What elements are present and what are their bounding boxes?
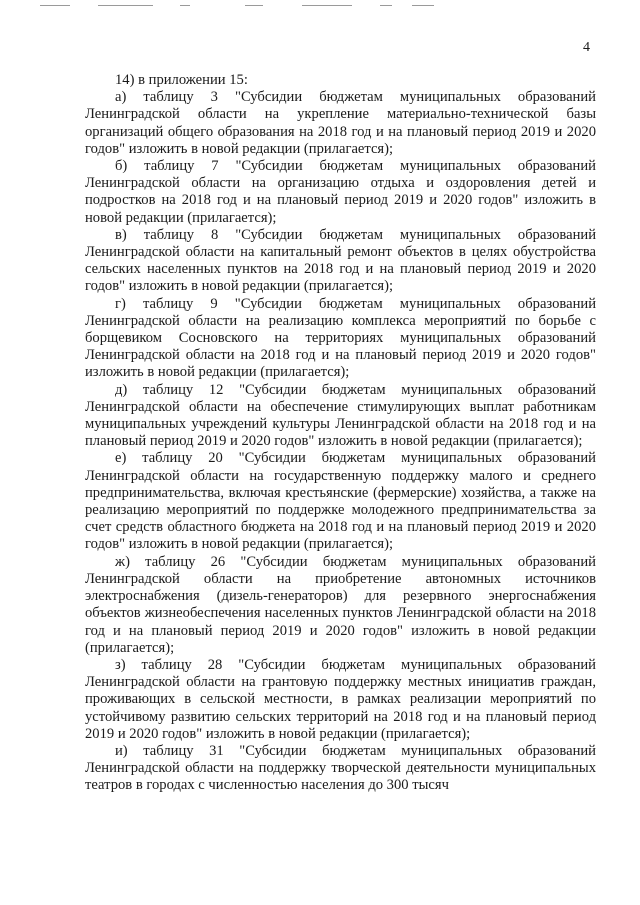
list-item-e: е) таблицу 20 "Субсидии бюджетам муниципальных образований Ленинградской области на государственную поддержку малого и среднего предпринимательства, включая крестьянские (фермерские) хозяйства, а также на реализацию мероприятий по поддержке молодежного предпринимательства за счет средств областного бюджета на 2018 год и на плановый период 2019 и 2020 годов" изложить в новой редакции (прилагается);	[85, 450, 596, 553]
section-heading: 14) в приложении 15:	[115, 72, 248, 88]
list-item-z: з) таблицу 28 "Субсидии бюджетам муниципальных образований Ленинградской области на грантовую поддержку местных инициатив граждан, проживающих в сельской местности, в рамках реализации мероприятий по устойчивому развитию сельских территорий на 2018 год и на плановый период 2019 и 2020 годов" изложить в новой редакции (прилагается);	[85, 656, 596, 742]
page-number: 4	[583, 40, 590, 55]
list-item-i: и) таблицу 31 "Субсидии бюджетам муниципальных образований Ленинградской области на поддержку творческой деятельности муниципальных театров в городах с численностью населения до 300 тысяч	[85, 742, 596, 794]
list-item-g: г) таблицу 9 "Субсидии бюджетам муниципальных образований Ленинградской области на реализацию комплекса мероприятий по борьбе с борщевиком Сосновского на территориях муниципальных образований Ленинградской области на 2018 год и на плановый период 2019 и 2020 годов" изложить в новой редакции (прилагается);	[85, 295, 596, 381]
list-item-v: в) таблицу 8 "Субсидии бюджетам муниципальных образований Ленинградской области на капитальный ремонт объектов в целях обустройства сельских населенных пунктов на 2018 год и на плановый период 2019 и 2020 годов" изложить в новой редакции (прилагается);	[85, 226, 596, 295]
list-item-d: д) таблицу 12 "Субсидии бюджетам муниципальных образований Ленинградской области на обеспечение стимулирующих выплат работникам муниципальных учреждений культуры Ленинградской области на 2018 год и на плановый период 2019 и 2020 годов" изложить в новой редакции (прилагается);	[85, 381, 596, 450]
scan-artifact-marks	[40, 3, 600, 9]
document-body	[85, 72, 596, 795]
list-item-zh: ж) таблицу 26 "Субсидии бюджетам муниципальных образований Ленинградской области на приобретение автономных источников электроснабжения (дизель-генераторов) для резервного энергоснабжения объектов жизнеобеспечения населенных пунктов Ленинградской области на 2018 год и на плановый период 2019 и 2020 годов" изложить в новой редакции (прилагается);	[85, 553, 596, 656]
list-item-a: а) таблицу 3 "Субсидии бюджетам муниципальных образований Ленинградской области на укрепление материально-технической базы организаций общего образования на 2018 год и на плановый период 2019 и 2020 годов" изложить в новой редакции (прилагается);	[85, 89, 596, 157]
list-item-b: б) таблицу 7 "Субсидии бюджетам муниципальных образований Ленинградской области на организацию отдыха и оздоровления детей и подростков на 2018 год и на плановый период 2019 и 2020 годов" изложить в новой редакции (прилагается);	[85, 158, 596, 226]
